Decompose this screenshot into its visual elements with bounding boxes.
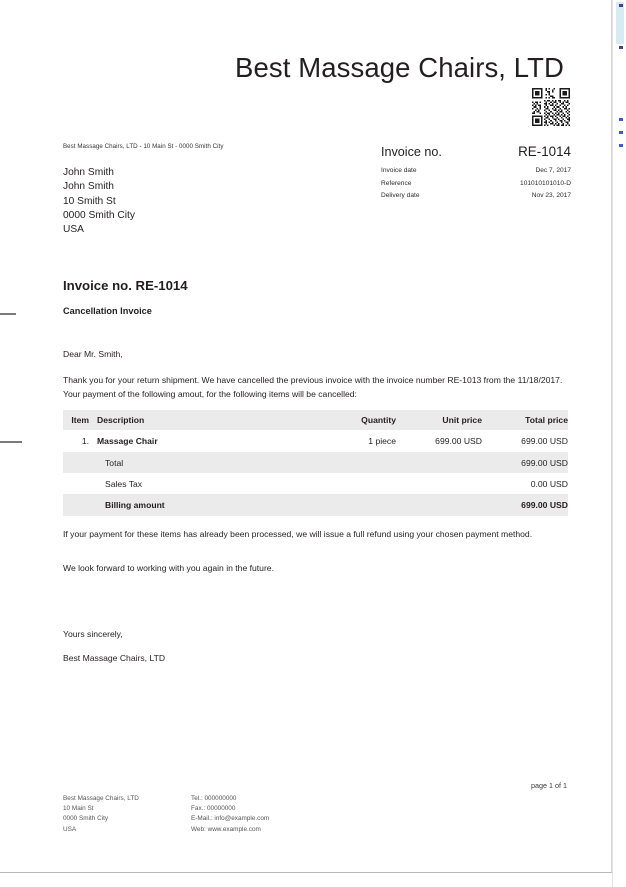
page-number: page 1 of 1 xyxy=(531,781,567,790)
delivery-date-label: Delivery date xyxy=(381,192,420,199)
cell-quantity: 1 piece xyxy=(368,436,396,446)
scrollbar-marker xyxy=(619,4,623,7)
salutation: Dear Mr. Smith, xyxy=(63,349,123,359)
address-line: 0000 Smith City xyxy=(63,209,135,221)
delivery-date-value: Nov 23, 2017 xyxy=(531,192,571,199)
footer-fax: Fax.: 00000000 xyxy=(191,805,236,813)
invoice-no-value: RE-1014 xyxy=(518,144,571,159)
table-row xyxy=(63,430,568,452)
delivery-date-row xyxy=(381,190,571,203)
column-header-quantity: Quantity xyxy=(361,415,396,425)
reference-row xyxy=(381,178,571,191)
summary-value-total: 699.00 USD xyxy=(521,457,568,468)
cell-total-price: 699.00 USD xyxy=(521,436,568,446)
intro-paragraph: Thank you for your return shipment. We have cancelled the previous invoice with the invoice number RE-1013 from the 11/18/2017. Your payment of the following amout, for the following items will be cancelled: xyxy=(63,375,563,400)
table-header-row xyxy=(63,410,568,430)
invoice-date-label: Invoice date xyxy=(381,167,417,174)
scrollbar-marker xyxy=(619,46,623,49)
document-subtitle: Cancellation Invoice xyxy=(63,306,152,316)
scrollbar-marker xyxy=(619,144,623,147)
page-title: Invoice no. RE-1014 xyxy=(63,278,188,293)
footer-address-line: USA xyxy=(63,825,77,833)
invoice-no-label: Invoice no. xyxy=(381,145,442,159)
summary-label-billing-amount: Billing amount xyxy=(105,500,165,510)
invoice-meta xyxy=(381,144,571,203)
reference-label: Reference xyxy=(381,179,412,187)
address-line: John Smith xyxy=(63,181,114,193)
closing-paragraph: We look forward to working with you again in the future. xyxy=(63,563,274,573)
sender-return-address: Best Massage Chairs, LTD - 10 Main St - 0000 Smith City xyxy=(63,143,224,150)
summary-label-sales-tax: Sales Tax xyxy=(105,478,143,489)
column-header-item: Item xyxy=(71,415,89,425)
scrollbar-thumb[interactable] xyxy=(616,2,624,44)
company-title: Best Massage Chairs, LTD xyxy=(235,52,564,83)
address-line: 10 Smith St xyxy=(63,195,116,207)
column-header-description: Description xyxy=(97,415,145,425)
fold-mark-lower xyxy=(0,441,22,443)
footer-website: Web: www.example.com xyxy=(191,825,261,833)
footer-address-line: 0000 Smith City xyxy=(63,815,109,823)
cell-unit-price: 699.00 USD xyxy=(435,436,482,446)
invoice-date-value: Dec 7, 2017 xyxy=(535,167,571,174)
sign-off: Yours sincerely, xyxy=(63,629,123,639)
column-header-unit-price: Unit price xyxy=(442,415,482,425)
address-line: John Smith xyxy=(63,167,114,178)
summary-row-total xyxy=(63,452,568,473)
signature-company-name: Best Massage Chairs, LTD xyxy=(63,653,166,663)
qr-code-icon xyxy=(527,88,575,126)
summary-label-total: Total xyxy=(105,457,124,468)
summary-value-billing-amount: 699.00 USD xyxy=(521,500,568,510)
reference-value: 101010101010-D xyxy=(520,179,571,187)
footer-address-line: 10 Main St xyxy=(63,805,94,813)
summary-row-sales-tax xyxy=(63,473,568,494)
cell-item-number: 1. xyxy=(81,436,89,446)
footer-telephone: Tel.: 000000000 xyxy=(191,795,237,802)
footer-address-line: Best Massage Chairs, LTD xyxy=(63,795,139,802)
recipient-address xyxy=(63,166,135,237)
footer-address-column xyxy=(63,794,191,835)
page-footer xyxy=(63,794,411,835)
line-items-table xyxy=(63,410,568,516)
invoice-date-row xyxy=(381,165,571,178)
cell-description: Massage Chair xyxy=(97,436,158,446)
summary-value-sales-tax: 0.00 USD xyxy=(530,478,568,489)
fold-mark-upper xyxy=(0,313,16,315)
address-line: USA xyxy=(63,224,84,236)
scrollbar-marker xyxy=(619,131,623,134)
refund-paragraph: If your payment for these items has already been processed, we will issue a full refund using your chosen payment method. xyxy=(63,529,533,539)
footer-email: E-Mail.: info@example.com xyxy=(191,815,270,823)
vertical-scrollbar[interactable] xyxy=(612,0,626,887)
column-header-total-price: Total price xyxy=(525,415,568,425)
footer-contact-column xyxy=(191,794,411,835)
scrollbar-marker xyxy=(619,118,623,121)
summary-row-billing-amount xyxy=(63,494,568,516)
invoice-number-row xyxy=(381,144,571,159)
